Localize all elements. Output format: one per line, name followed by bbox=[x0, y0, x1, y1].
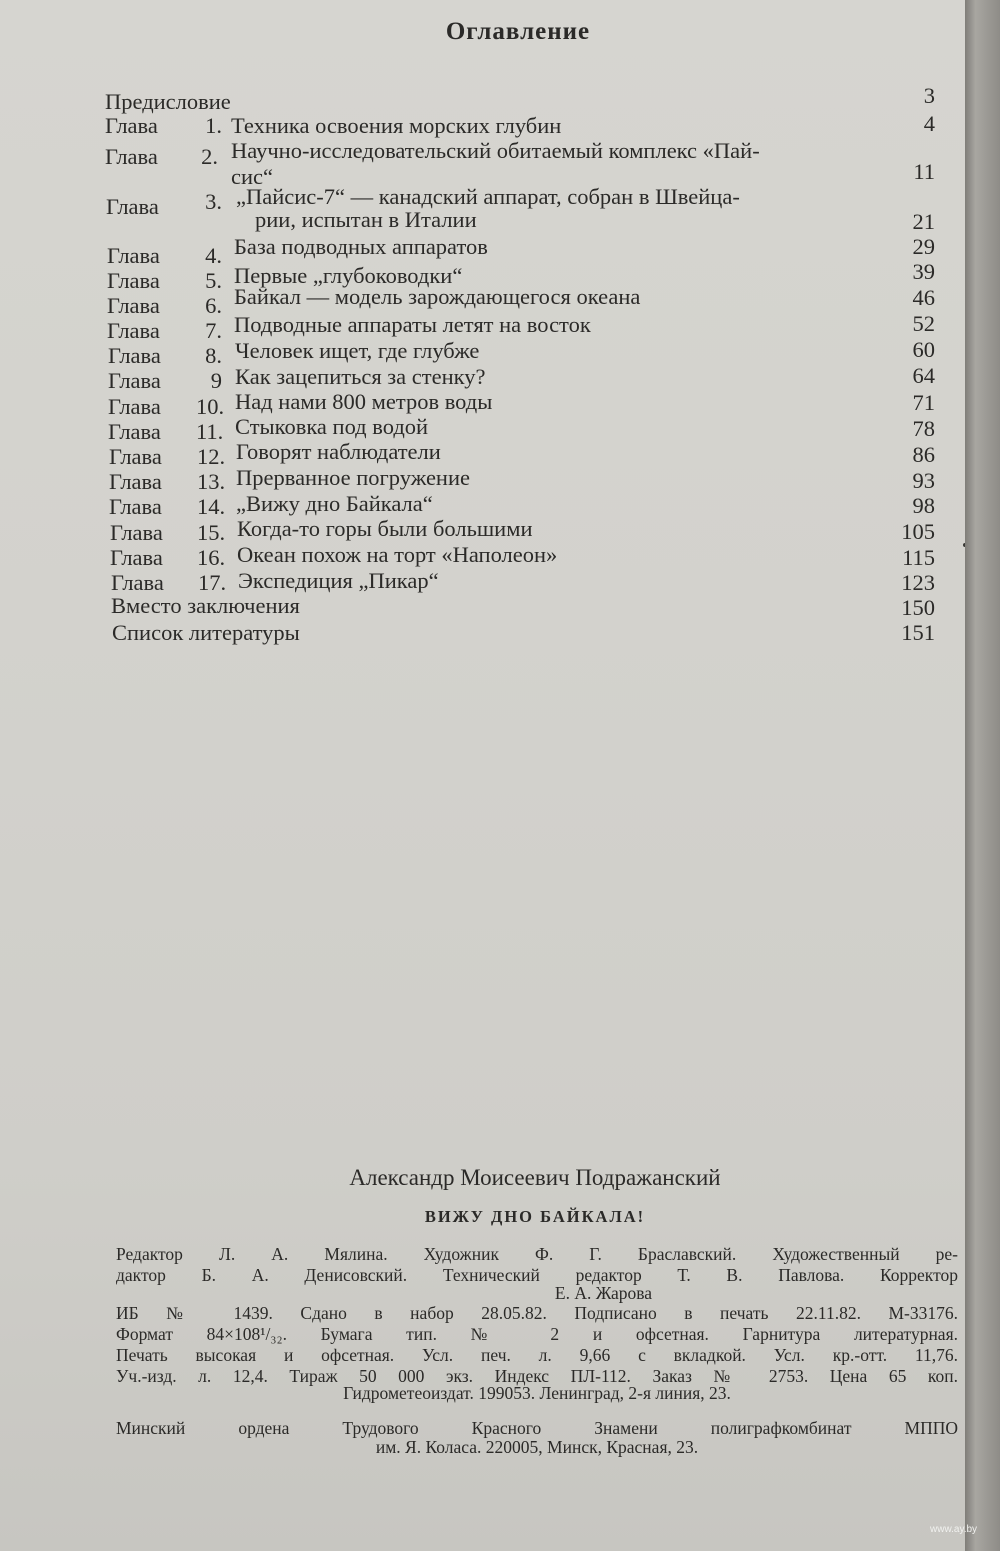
toc-entry-page: 46 bbox=[912, 285, 935, 310]
toc-entry-page: 78 bbox=[912, 416, 935, 441]
toc-entry-title: Первые „глубоководки“ bbox=[234, 263, 463, 288]
toc-entry-heading: Глава bbox=[109, 469, 162, 494]
toc-entry-title-continued: рии, испытан в Италии bbox=[255, 207, 477, 232]
toc-entry-chapter-13 bbox=[0, 465, 965, 495]
toc-entry-number: 11. bbox=[196, 419, 224, 444]
toc-entry-chapter-4 bbox=[0, 234, 965, 269]
toc-entry-number: 14. bbox=[197, 494, 226, 519]
toc-entry-title: „Пайсис-7“ — канадский аппарат, собран в Швейца- bbox=[236, 184, 740, 209]
toc-entry-page: 105 bbox=[901, 519, 935, 544]
toc-entry-page: 64 bbox=[912, 363, 935, 388]
toc-entry-number: 10. bbox=[196, 394, 225, 419]
toc-entry-chapter-10 bbox=[0, 389, 965, 420]
toc-entry-heading: Глава bbox=[108, 394, 161, 419]
table-of-contents bbox=[0, 0, 965, 650]
toc-entry-title: Экспедиция „Пикар“ bbox=[238, 568, 439, 593]
toc-entry-title: Когда-то горы были большими bbox=[237, 516, 533, 541]
toc-entry-title: Говорят наблюдатели bbox=[236, 439, 441, 464]
toc-entry-number: 1. bbox=[205, 113, 222, 138]
toc-entry-preface bbox=[0, 83, 965, 115]
toc-entry-chapter-1 bbox=[0, 113, 965, 139]
toc-entry-title: „Вижу дно Байкала“ bbox=[236, 491, 433, 516]
toc-entry-page: 11 bbox=[913, 159, 935, 184]
toc-entry-chapter-16 bbox=[0, 542, 965, 571]
toc-entry-heading: Глава bbox=[109, 494, 162, 519]
toc-entry-page: 52 bbox=[912, 311, 935, 336]
toc-entry-number: 12. bbox=[197, 444, 226, 469]
toc-entry-page: 151 bbox=[901, 620, 935, 645]
toc-entry-page: 93 bbox=[912, 468, 935, 493]
toc-entry-page: 21 bbox=[912, 209, 935, 234]
toc-entry-number: 16. bbox=[197, 545, 226, 570]
toc-entry-page: 39 bbox=[912, 259, 935, 284]
toc-entry-title-continued: сис“ bbox=[231, 164, 274, 189]
toc-entry-heading: Глава bbox=[107, 243, 160, 268]
print-info-line: Уч.-изд. л. 12,4. Тираж 50 000 экз. Индекс ПЛ-112. Заказ № 2753. Цена 65 коп. bbox=[116, 1366, 958, 1386]
toc-entry-heading: Глава bbox=[110, 520, 163, 545]
toc-entry-page: 4 bbox=[923, 111, 935, 136]
toc-entry-chapter-7 bbox=[0, 311, 965, 344]
print-info-line: Гидрометеоиздат. 199053. Ленинград, 2-я линия, 23. bbox=[343, 1383, 731, 1403]
toc-entry-page: 115 bbox=[902, 545, 935, 570]
toc-entry-title: Подводные аппараты летят на восток bbox=[234, 312, 591, 337]
toc-entry-page: 150 bbox=[901, 595, 935, 620]
toc-entry-title: Как зацепиться за стенку? bbox=[235, 364, 486, 389]
toc-entry-heading: Глава bbox=[105, 113, 158, 138]
toc-entry-number: 4. bbox=[205, 243, 222, 268]
toc-entry-page: 98 bbox=[912, 493, 935, 518]
toc-entry-chapter-11 bbox=[0, 414, 965, 445]
toc-entry-heading: Глава bbox=[108, 368, 161, 393]
toc-entry-number: 13. bbox=[197, 469, 226, 494]
page-edge bbox=[965, 0, 1000, 1551]
toc-entry-number: 6. bbox=[205, 293, 222, 318]
toc-entry-title: Океан похож на торт «Наполеон» bbox=[237, 542, 558, 567]
toc-entry-chapter-12 bbox=[0, 439, 965, 470]
toc-entry-title: База подводных аппаратов bbox=[234, 234, 488, 259]
toc-entry-heading: Глава bbox=[108, 419, 161, 444]
toc-entry-heading: Вместо заключения bbox=[111, 593, 300, 618]
toc-entry-title: Техника освоения морских глубин bbox=[231, 113, 562, 138]
toc-entry-heading: Глава bbox=[111, 570, 164, 595]
toc-entry-heading: Глава bbox=[105, 144, 158, 169]
toc-title: Оглавление bbox=[445, 18, 591, 45]
editors-line: дактор Б. А. Денисовский. Технический редактор Т. В. Павлова. Корректор bbox=[116, 1265, 958, 1285]
toc-entry-number: 5. bbox=[205, 268, 222, 293]
toc-entry-heading: Глава bbox=[110, 545, 163, 570]
toc-entry-number: 8. bbox=[205, 343, 222, 368]
toc-entry-heading: Глава bbox=[106, 194, 159, 219]
toc-entry-page: 71 bbox=[912, 390, 935, 415]
toc-entry-page: 29 bbox=[912, 234, 935, 259]
toc-entry-number: 2. bbox=[201, 144, 218, 169]
toc-entry-title: Научно-исследовательский обитаемый комплекс «Пай- bbox=[231, 138, 760, 163]
toc-entry-heading: Список литературы bbox=[112, 620, 300, 645]
toc-entry-heading: Глава bbox=[109, 444, 162, 469]
toc-entry-heading: Глава bbox=[107, 268, 160, 293]
toc-entry-page: 86 bbox=[912, 442, 935, 467]
toc-entry-title: Над нами 800 метров воды bbox=[235, 389, 493, 414]
toc-entry-page: 123 bbox=[901, 570, 935, 595]
editors-line: Редактор Л. А. Мялина. Художник Ф. Г. Браславский. Художественный ре- bbox=[116, 1244, 958, 1264]
toc-entry-heading: Глава bbox=[107, 318, 160, 343]
toc-entry-chapter-2 bbox=[0, 138, 965, 169]
toc-entry-heading: Предисловие bbox=[105, 89, 231, 114]
print-info-line: Формат 84×108¹/₃₂. Бумага тип. № 2 и офсетная. Гарнитура литературная. bbox=[116, 1324, 958, 1344]
printer-line: Минский ордена Трудового Красного Знамени полиграфкомбинат МППО bbox=[116, 1418, 958, 1438]
print-info-line: Печать высокая и офсетная. Усл. печ. л. 9,66 с вкладкой. Усл. кр.-отт. 11,76. bbox=[116, 1345, 958, 1365]
toc-entry-heading: Глава bbox=[108, 343, 161, 368]
toc-entry-page: 3 bbox=[923, 83, 935, 108]
toc-entry-page: 60 bbox=[912, 337, 935, 362]
toc-entry-title: Стыковка под водой bbox=[235, 414, 429, 439]
toc-entry-number: 7. bbox=[205, 318, 222, 343]
toc-entry-heading: Глава bbox=[107, 293, 160, 318]
toc-entry-number: 15. bbox=[197, 520, 226, 545]
toc-entry-number: 3. bbox=[205, 189, 222, 214]
print-info-line: ИБ № 1439. Сдано в набор 28.05.82. Подписано в печать 22.11.82. М-33176. bbox=[116, 1303, 958, 1323]
toc-entry-conclusion bbox=[0, 595, 965, 621]
toc-entry-title: Прерванное погружение bbox=[236, 465, 470, 490]
toc-entry-title: Человек ищет, где глубже bbox=[235, 338, 480, 363]
toc-entry-title: Байкал — модель зарождающегося океана bbox=[234, 284, 641, 309]
toc-entry-chapter-3 bbox=[0, 184, 965, 219]
book-title: ВИЖУ ДНО БАЙКАЛА! bbox=[424, 1207, 646, 1226]
toc-entry-bibliography bbox=[0, 620, 965, 646]
site-watermark: www.ay.by bbox=[930, 1524, 978, 1535]
author-name: Александр Моисеевич Подражанский bbox=[349, 1165, 721, 1190]
editors-line: Е. А. Жарова bbox=[554, 1283, 653, 1303]
toc-entry-number: 17. bbox=[198, 570, 227, 595]
toc-entry-number: 9 bbox=[210, 368, 222, 393]
printer-line: им. Я. Коласа. 220005, Минск, Красная, 23. bbox=[375, 1437, 699, 1457]
